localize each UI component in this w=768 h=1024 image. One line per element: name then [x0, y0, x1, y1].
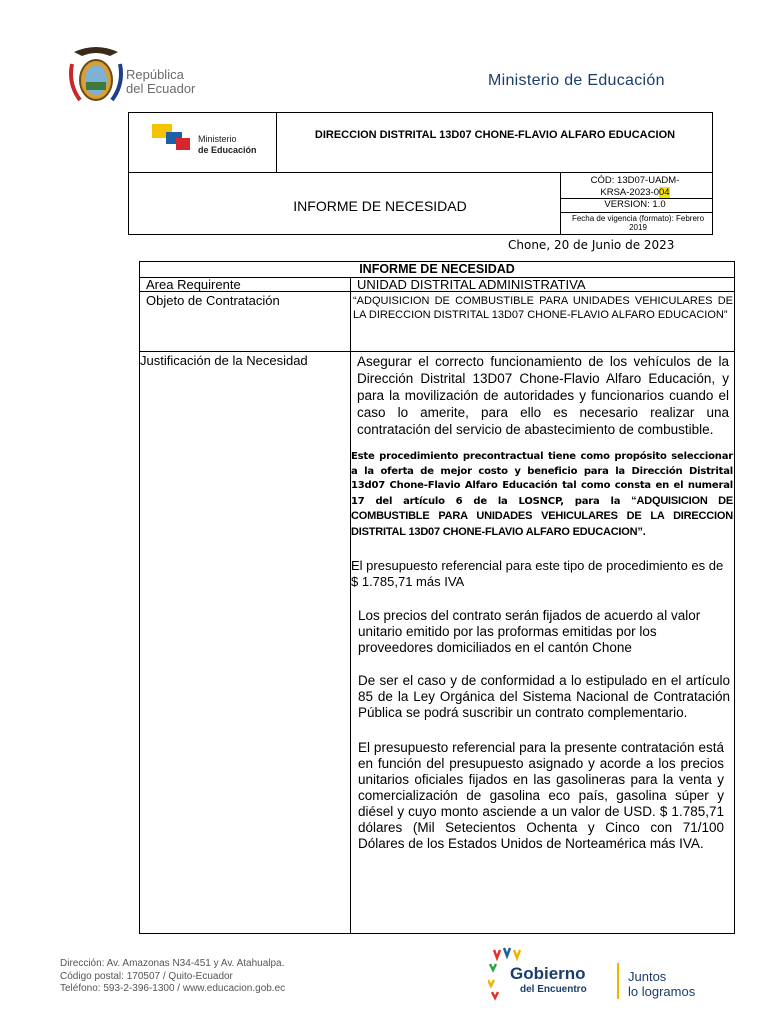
republica-del-ecuador-text: República del Ecuador [126, 67, 196, 96]
ministerio-logo-text: Ministerio de Educación [198, 134, 257, 155]
precios-paragraph: Los precios del contrato serán fijados de acuerdo al valor unitario emitido por las proformas emitidas por los proveedores domiciliados en el cantón Chone [358, 608, 701, 655]
highlighted-code-number: 04 [659, 187, 670, 198]
objeto-contratacion-value: “ADQUISICION DE COMBUSTIBLE PARA UNIDADES VEHICULARES DE LA DIRECCION DISTRITAL 13D07 CHONE-FLAVIO ALFARO EDUCACION” [353, 295, 733, 321]
objeto-contratacion-label: Objeto de Contratación [146, 293, 280, 308]
presupuesto-paragraph: El presupuesto referencial para este tipo de procedimiento es de $ 1.785,71 más IVA [351, 558, 724, 589]
document-date: Chone, 20 de Junio de 2023 [508, 238, 675, 252]
justificacion-paragraph-2: Este procedimiento precontractual tiene como propósito seleccionar a la oferta de mejor costo y beneficio para la Dirección Distrital 13d07 Chone-Flavio Alfaro Educación tal como consta en el numeral 17 del artículo 6 de la LOSNCP, para la “ADQUISICION DE COMBUSTIBLE PARA UNIDADES VEHICULARES DE LA DIRECCION DISTRITAL 13D07 CHONE-FLAVIO ALFARO EDUCACION”. [351, 451, 733, 538]
footer-address: Dirección: Av. Amazonas N34-451 y Av. Atahualpa. Código postal: 170507 / Quito-Ecuador Teléfono: 593-2-396-1300 / www.educacion.gob.ec [60, 958, 286, 994]
informe-title: INFORME DE NECESIDAD [293, 198, 467, 214]
document-version: VERSION: 1.0 [604, 199, 666, 210]
ministerio-header-title: Ministerio de Educación [488, 72, 665, 89]
area-requirente-value: UNIDAD DISTRITAL ADMINISTRATIVA [357, 277, 586, 292]
ministerio-logo-icon [152, 122, 194, 152]
table-title: INFORME DE NECESIDAD [359, 262, 515, 276]
area-requirente-label: Area Requirente [146, 277, 241, 292]
justificacion-paragraph-1: Asegurar el correcto funcionamiento de los vehículos de la Dirección Distrital 13D07 Chone-Flavio Alfaro Educación, y para la movilización de autoridades y funcionarios cuando el caso lo amerite, para ello es necesario realizar una contratación del servicio de abastecimiento de combustible. [357, 354, 729, 437]
juntos-lo-logramos-text: Juntos lo logramos [628, 969, 696, 999]
ecuador-coat-of-arms-icon [66, 44, 126, 106]
document-code: CÓD: 13D07-UADM- KRSA-2023-004 [590, 175, 680, 198]
fecha-vigencia: Fecha de vigencia (formato): Febrero 2019 [571, 214, 705, 232]
del-encuentro-text: del Encuentro [520, 984, 587, 995]
justificacion-label: Justificación de la Necesidad [140, 353, 308, 368]
contrato-complementario-paragraph: De ser el caso y de conformidad a lo estipulado en el artículo 85 de la Ley Orgánica del Sistema Nacional de Contratación Pública se podrá suscribir un contrato complementario. [358, 673, 730, 720]
presupuesto-detalle-paragraph: El presupuesto referencial para la presente contratación está en función del presupuesto asignado y acorde a los precios unitarios oficiales fijados en las gasolineras para la venta y comercialización de gasolina eco país, gasolina súper y diésel y cuyo monto asciende a un valor de USD. $ 1.785,71 dólares (Mil Setecientos Ochenta y Cinco con 71/100 Dólares de los Estados Unidos de Norteamérica más IVA. [358, 740, 724, 851]
gobierno-text: Gobierno [510, 964, 586, 983]
direccion-title: DIRECCION DISTRITAL 13D07 CHONE-FLAVIO ALFARO EDUCACION [314, 129, 676, 141]
